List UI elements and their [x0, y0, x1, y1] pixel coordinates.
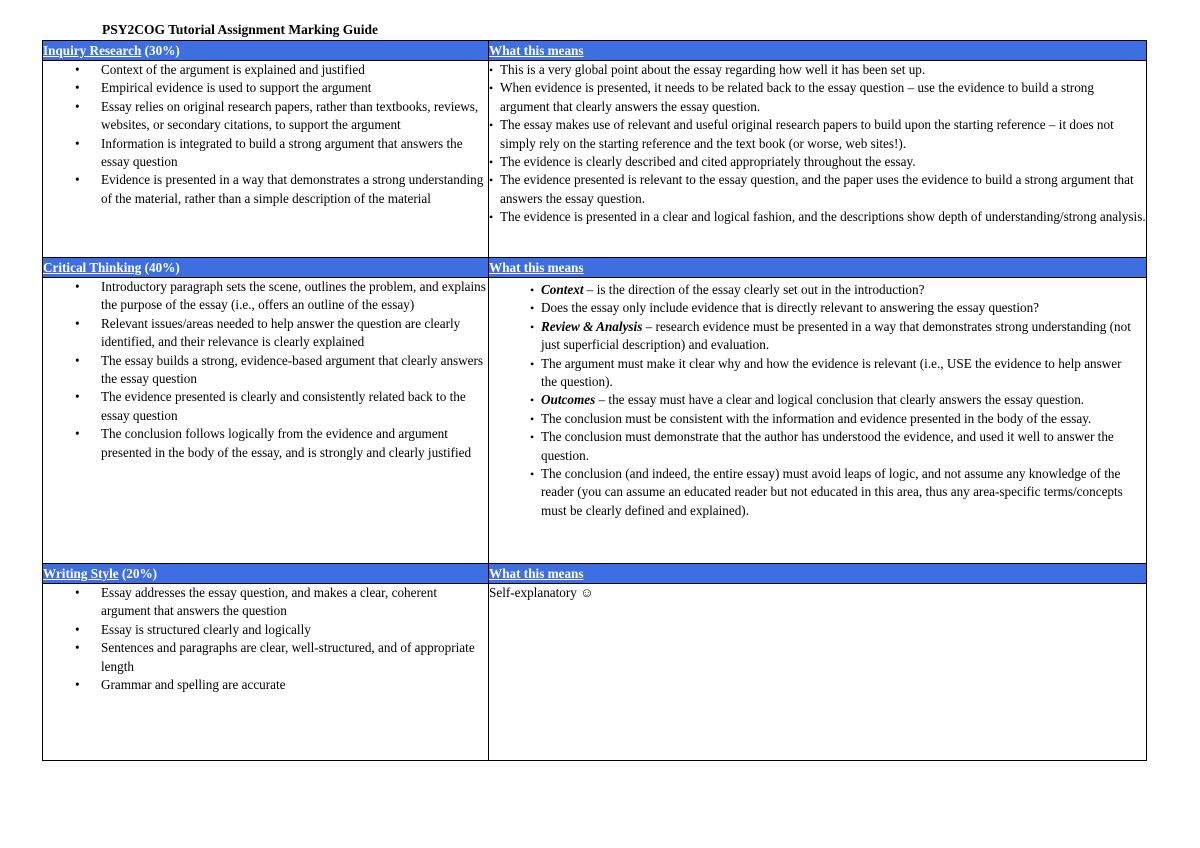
criteria-list: [43, 584, 488, 694]
explanation-item: • The evidence is clearly described and cited appropriately throughout the essay.: [489, 153, 1146, 171]
explanation-text: Self-explanatory ☺: [489, 585, 594, 600]
criteria-item: • Introductory paragraph sets the scene, outlines the problem, and explains the purpose of the essay (i.e., offers an outline of the essay): [43, 278, 488, 315]
explanation-item: • The evidence presented is relevant to the essay question, and the paper uses the evidence to build a strong argument that answers the essay question.: [489, 171, 1146, 208]
explanation-cell: [489, 278, 1147, 564]
criteria-list: [43, 278, 488, 462]
explanation-label: What this means: [489, 260, 584, 275]
explanation-header: [489, 564, 1147, 584]
explanation-item: • The evidence is presented in a clear and logical fashion, and the descriptions show depth of understanding/strong analysis.: [489, 208, 1146, 226]
explanation-item: [489, 465, 1140, 520]
explanation-item: [489, 355, 1140, 392]
criteria-list: [43, 61, 488, 208]
section-header: [43, 564, 489, 584]
explanation-item: [489, 281, 1140, 299]
explanation-label: What this means: [489, 566, 584, 581]
explanation-item: [489, 318, 1140, 355]
section-name: Critical Thinking: [43, 260, 142, 275]
section-header-row: [43, 258, 1147, 278]
explanation-list: [489, 281, 1140, 520]
document-title: PSY2COG Tutorial Assignment Marking Guide: [102, 22, 379, 37]
section-header: [43, 41, 489, 61]
criteria-item: • Essay is structured clearly and logically: [43, 621, 488, 639]
section-body-row: [43, 584, 1147, 761]
explanation-header: [489, 258, 1147, 278]
section-header-row: [43, 41, 1147, 61]
criteria-item: • Grammar and spelling are accurate: [43, 676, 488, 694]
section-header-row: [43, 564, 1147, 584]
explanation-cell: [489, 61, 1147, 258]
explanation-header: [489, 41, 1147, 61]
explanation-text: The argument must make it clear why and how the evidence is relevant (i.e., USE the evidence to help answer the question).: [541, 355, 1122, 390]
explanation-text: – is the direction of the essay clearly set out in the introduction?: [583, 282, 925, 297]
criteria-item: • Evidence is presented in a way that demonstrates a strong understanding of the material, rather than a simple description of the material: [43, 171, 488, 208]
explanation-item: [489, 410, 1140, 428]
section-body-row: [43, 61, 1147, 258]
explanation-text: The conclusion (and indeed, the entire essay) must avoid leaps of logic, and not assume any knowledge of the reader (you can assume an educated reader but not educated in this area, thus any area-specific terms/concepts must be clearly defined and explained).: [541, 466, 1123, 518]
explanation-item: [489, 428, 1140, 465]
criteria-item: • Sentences and paragraphs are clear, well-structured, and of appropriate length: [43, 639, 488, 676]
explanation-item: • The essay makes use of relevant and useful original research papers to build upon the starting reference – it does not simply rely on the starting reference and the text book (or worse, web sites!).: [489, 116, 1146, 153]
section-header: [43, 258, 489, 278]
criteria-item: • Information is integrated to build a strong argument that answers the essay question: [43, 135, 488, 172]
criteria-item: • Relevant issues/areas needed to help answer the question are clearly identified, and their relevance is clearly explained: [43, 315, 488, 352]
section-body-row: [43, 278, 1147, 564]
explanation-text: The conclusion must be consistent with the information and evidence presented in the body of the essay.: [541, 410, 1092, 426]
criteria-item: • The conclusion follows logically from the evidence and argument presented in the body of the essay, and is strongly and clearly justified: [43, 425, 488, 462]
criteria-cell: [43, 584, 489, 761]
criteria-cell: [43, 61, 489, 258]
explanation-keyword: Outcomes: [541, 392, 596, 408]
section-name: Writing Style: [43, 566, 119, 581]
explanation-keyword: Review & Analysis: [541, 318, 643, 334]
criteria-cell: [43, 278, 489, 564]
criteria-item: • The essay builds a strong, evidence-based argument that clearly answers the essay question: [43, 352, 488, 389]
criteria-item: • Context of the argument is explained and justified: [43, 61, 488, 79]
explanation-item: • When evidence is presented, it needs to be related back to the essay question – use the evidence to build a strong argument that clearly answers the essay question.: [489, 79, 1146, 116]
section-name: Inquiry Research: [43, 43, 142, 58]
criteria-item: • Empirical evidence is used to support the argument: [43, 79, 488, 97]
explanation-keyword: Context: [541, 282, 584, 297]
marking-guide-table: [42, 40, 1147, 761]
explanation-text: – research evidence must be presented in a way that demonstrates strong understanding (not just superficial description) and evaluation.: [541, 318, 1131, 353]
section-weight: (40%): [144, 260, 180, 275]
explanation-cell: [489, 584, 1147, 761]
criteria-item: • Essay addresses the essay question, and makes a clear, coherent argument that answers the question: [43, 584, 488, 621]
section-weight: (30%): [144, 43, 180, 58]
explanation-text: The conclusion must demonstrate that the author has understood the evidence, and used it well to answer the question.: [541, 429, 1114, 463]
explanation-text: Does the essay only include evidence that is directly relevant to answering the essay question?: [541, 300, 1040, 316]
explanation-label: What this means: [489, 43, 584, 58]
criteria-item: • The evidence presented is clearly and consistently related back to the essay question: [43, 388, 488, 425]
explanation-text: – the essay must have a clear and logical conclusion that clearly answers the essay question.: [595, 392, 1085, 408]
explanation-item: • This is a very global point about the essay regarding how well it has been set up.: [489, 61, 1146, 79]
section-weight: (20%): [121, 566, 158, 581]
explanation-item: [489, 299, 1140, 317]
explanation-item: [489, 391, 1140, 409]
criteria-item: • Essay relies on original research papers, rather than textbooks, reviews, websites, or secondary citations, to support the argument: [43, 98, 488, 135]
explanation-list: [489, 61, 1146, 227]
